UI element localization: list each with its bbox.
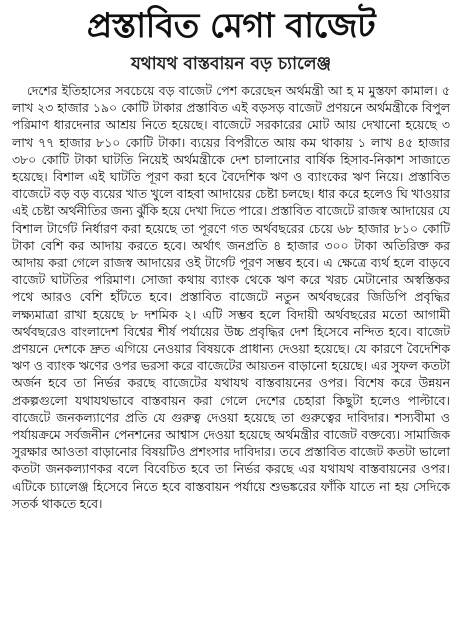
article-subheadline: যথাযথ বাস্তবায়ন বড় চ্যালেঞ্জ <box>130 54 332 74</box>
article-body <box>12 82 450 512</box>
article-headline: প্রস্তাবিত মেগা বাজেট <box>86 6 376 46</box>
article-body-paragraph: দেশের ইতিহাসের সবচেয়ে বড় বাজেট পেশ করেছেন অর্থমন্ত্রী আ হ ম মুস্তফা কামাল। ৫ লাখ ২৩ হাজার ১৯০ কোটি টাকার প্রস্তাবিত এই বড়সড় বাজেট প্রণয়নে অর্থমন্ত্রীকে বিপুল পরিমাণ ধারদেনার আশ্রয় নিতে হয়েছে। বাজেটে সরকারের মোট আয় দেখানো হয়েছে ৩ লাখ ৭৭ হাজার ৮১০ কোটি টাকা। ব্যয়ের বিপরীতে আয় কম থাকায় ১ লাখ ৪৫ হাজার ৩৮০ কোটি টাকা ঘাটতি নিয়েই অর্থমন্ত্রীকে দেশ চালানোর বার্ষিক হিসাব-নিকাশ সাজাতে হয়েছে। বিশাল এই ঘাটতি পূরণ করা হবে বৈদেশিক ঋণ ও ব্যাংকের ঋণ নিয়ে। প্রস্তাবিত বাজেটে বড় বড় ব্যয়ের খাত খুলে বাহবা আদায়ের চেষ্টা চলছে। ধার করে হলেও ঘি খাওয়ার এই চেষ্টা অর্থনীতির জন্য ঝুঁকি হয়ে দেখা দিতে পারে। প্রস্তাবিত বাজেটে রাজস্ব আদায়ের যে বিশাল টার্গেট নির্ধারণ করা হয়েছে তা পূরণে গত অর্থবছরের চেয়ে ৬৮ হাজার ৮১০ কোটি টাকা বেশি কর আদায় করতে হবে। অর্থাৎ জনপ্রতি ৪ হাজার ৩০০ টাকা অতিরিক্ত কর আদায় করা গেলে রাজস্ব আদায়ের ওই টার্গেট পূরণ সম্ভব হবে। এ ক্ষেত্রে ব্যর্থ হলে বাড়বে বাজেট ঘাটতির পরিমাণ। সোজা কথায় ব্যাংক থেকে ঋণ করে খরচ মেটানোর অস্বস্তিকর পথে আরও বেশি হাঁটতে হবে। প্রস্তাবিত বাজেটে নতুন অর্থবছরের জিডিপি প্রবৃদ্ধির লক্ষ্যমাত্রা রাখা হয়েছে ৮ দশমিক ২। এটি সম্ভব হলে বিদায়ী অর্থবছরের মতো আগামী অর্থবছরেও বাংলাদেশ বিশ্বের শীর্ষ পর্যায়ের উচ্চ প্রবৃদ্ধির দেশ হিসেবে নন্দিত হবে। বাজেট প্রণয়নে দেশকে দ্রুত এগিয়ে নেওয়ার বিষয়কে প্রাধান্য দেওয়া হয়েছে। যে কারণে বৈদেশিক ঋণ ও ব্যাংক ঋণের ওপর ভরসা করে বাজেটের আয়তন বাড়ানো হয়েছে। এর সুফল কতটা অর্জন হবে তা নির্ভর করছে বাজেটের যথাযথ বাস্তবায়নের ওপর। বিশেষ করে উন্নয়ন প্রকল্পগুলো যথাযথভাবে বাস্তবায়ন করা গেলে দেশের চেহারা কিছুটা হলেও পাল্টাবে। বাজেটে জনকল্যাণের প্রতি যে গুরুত্ব দেওয়া হয়েছে তা গুরুত্বের দাবিদার। শস্যবীমা ও পর্যায়ক্রমে সর্বজনীন পেনশনের আশ্বাস দেওয়া হয়েছে অর্থমন্ত্রীর বাজেট বক্তব্যে। সামাজিক সুরক্ষার আওতা বাড়ানোর বিষয়টিও প্রশংসার দাবিদার। তবে প্রস্তাবিত বাজেট কতটা ভালো কতটা জনকল্যাণকর বলে বিবেচিত হবে তা নির্ভর করছে এর যথাযথ বাস্তবায়নের ওপর। এটিকে চ্যালেঞ্জ হিসেবে নিতে হবে বাস্তবায়ন পর্যায়ে শুভঙ্করের ফাঁকি যাতে না হয় সেদিকে সতর্ক থাকতে হবে। <box>12 83 450 511</box>
